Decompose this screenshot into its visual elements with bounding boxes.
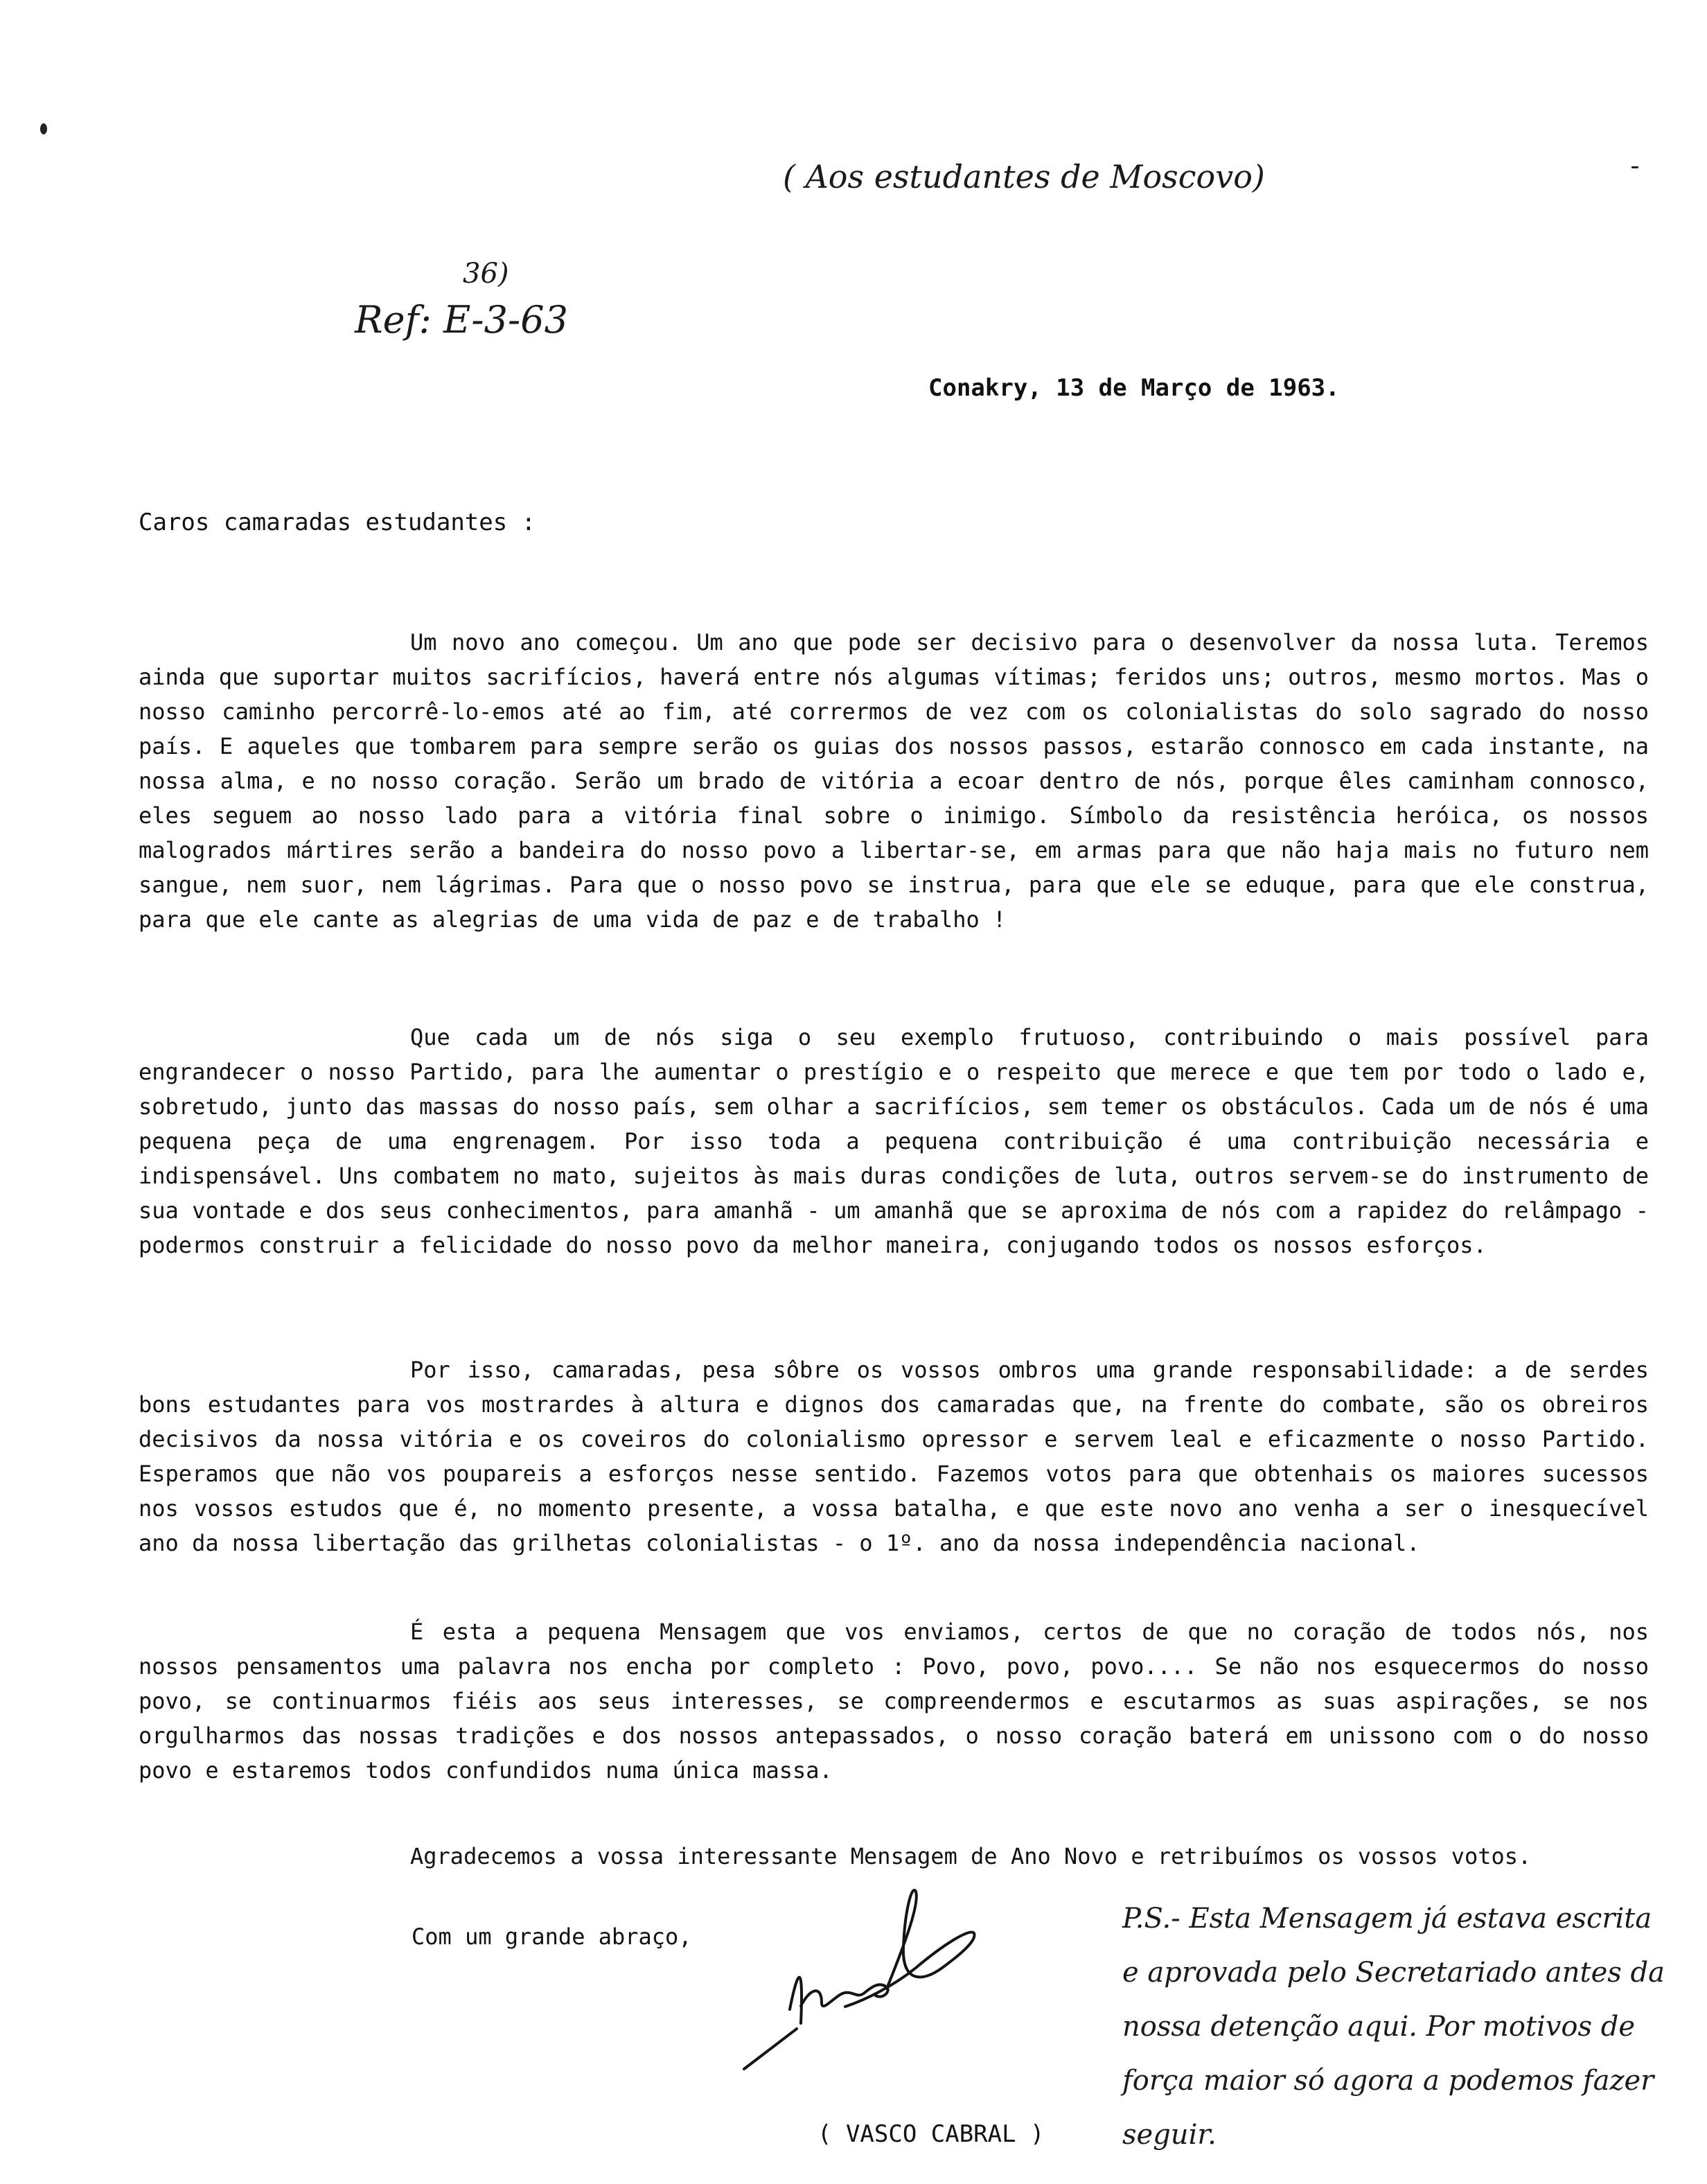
letter-paragraph: Um novo ano começou. Um ano que pode ser decisivo para o desenvolver da nossa luta. Teremos ainda que suportar muitos sacrifícios, haverá entre nós algumas vítimas; feridos uns; outros, mesmo mortos. Mas o nosso caminho percorrê-lo-emos até ao fim, até corrermos de vez com os colonialistas do solo sagrado do nosso país. E aqueles que tombarem para sempre serão os guias dos nossos passos, estarão connosco em cada instante, na nossa alma, e no nosso coração. Serão um brado de vitória a ecoar dentro de nós, porque êles caminham connosco, eles seguem ao nosso lado para a vitória final sobre o inimigo. Símbolo da resistência heróica, os nossos malogrados mártires serão a bandeira do nosso povo a libertar-se, em armas para que não haja mais no futuro nem sangue, nem suor, nem lágrimas. Para que o nosso povo se instrua, para que ele se eduque, para que ele construa, para que ele cante as alegrias de uma vida de paz e de trabalho !	[139, 629, 1649, 933]
closing-line: Com um grande abraço,	[412, 1923, 692, 1950]
letter-paragraph: Agradecemos a vossa interessante Mensagem de Ano Novo e retribuímos os vossos votos.	[410, 1843, 1532, 1869]
signer-name: ( VASCO CABRAL )	[817, 2120, 1045, 2148]
postscript-line: força maior só agora a podemos fazer	[1122, 2065, 1654, 2097]
postscript-line: nossa detenção aqui. Por motivos de	[1122, 2011, 1636, 2043]
letter-paragraph: Que cada um de nós siga o seu exemplo frutuoso, contribuindo o mais possível para engrandecer o nosso Partido, para lhe aumentar o prestígio e o respeito que merece e que tem por todo o lado e, sobretudo, junto das massas do nosso país, sem olhar a sacrifícios, sem temer os obstáculos. Cada um de nós é uma pequena peça de uma engrenagem. Por isso toda a pequena contribuição é uma contribuição necessária e indispensável. Uns combatem no mato, sujeitos às mais duras condições de luta, outros servem-se do instrumento de sua vontade e dos seus conhecimentos, para amanhã - um amanhã que se aproxima de nós com a rapidez do relâmpago - podermos construir a felicidade do nosso povo da melhor maneira, conjugando todos os nossos esforços.	[139, 1024, 1649, 1258]
handwritten-reference: Ref: E-3-63	[355, 298, 568, 342]
handwritten-postscript	[1122, 1892, 1704, 2162]
margin-mark	[1631, 166, 1638, 168]
handwritten-header-note: ( Aos estudantes de Moscovo)	[783, 158, 1265, 195]
margin-mark	[40, 123, 47, 134]
postscript-line: seguir.	[1122, 2119, 1217, 2151]
salutation: Caros camaradas estudantes :	[139, 509, 536, 536]
letter-paragraph: É esta a pequena Mensagem que vos enviamos, certos de que no coração de todos nós, nos nossos pensamentos uma palavra nos encha por completo : Povo, povo, povo.... Se não nos esquecermos do nosso povo, se continuarmos fiéis aos seus interesses, se compreendermos e escutarmos as suas aspirações, se nos orgulharmos das nossas tradições e dos nossos antepassados, o nosso coração baterá em unissono com o do nosso povo e estaremos todos confundidos numa única massa.	[139, 1619, 1649, 1784]
letter-date: Conakry, 13 de Março de 1963.	[928, 374, 1340, 402]
handwritten-signature	[734, 1864, 998, 2086]
handwritten-ref-number: 36)	[463, 258, 509, 290]
letter-paragraph: Por isso, camaradas, pesa sôbre os vossos ombros uma grande responsabilidade: a de serdes bons estudantes para vos mostrardes à altura e dignos dos camaradas que, na frente do combate, são os obreiros decisivos da nossa vitória e os coveiros do colonialismo opressor e servem leal e eficazmente o nosso Partido. Esperamos que não vos poupareis a esforços nesse sentido. Fazemos votos para que obtenhais os maiores sucessos nos vossos estudos que é, no momento presente, a vossa batalha, e que este novo ano venha a ser o inesquecível ano da nossa libertação das grilhetas colonialistas - o 1º. ano da nossa independência nacional.	[139, 1357, 1649, 1556]
postscript-line: P.S.- Esta Mensagem já estava escrita	[1122, 1903, 1652, 1935]
postscript-line: e aprovada pelo Secretariado antes da	[1122, 1957, 1665, 1989]
